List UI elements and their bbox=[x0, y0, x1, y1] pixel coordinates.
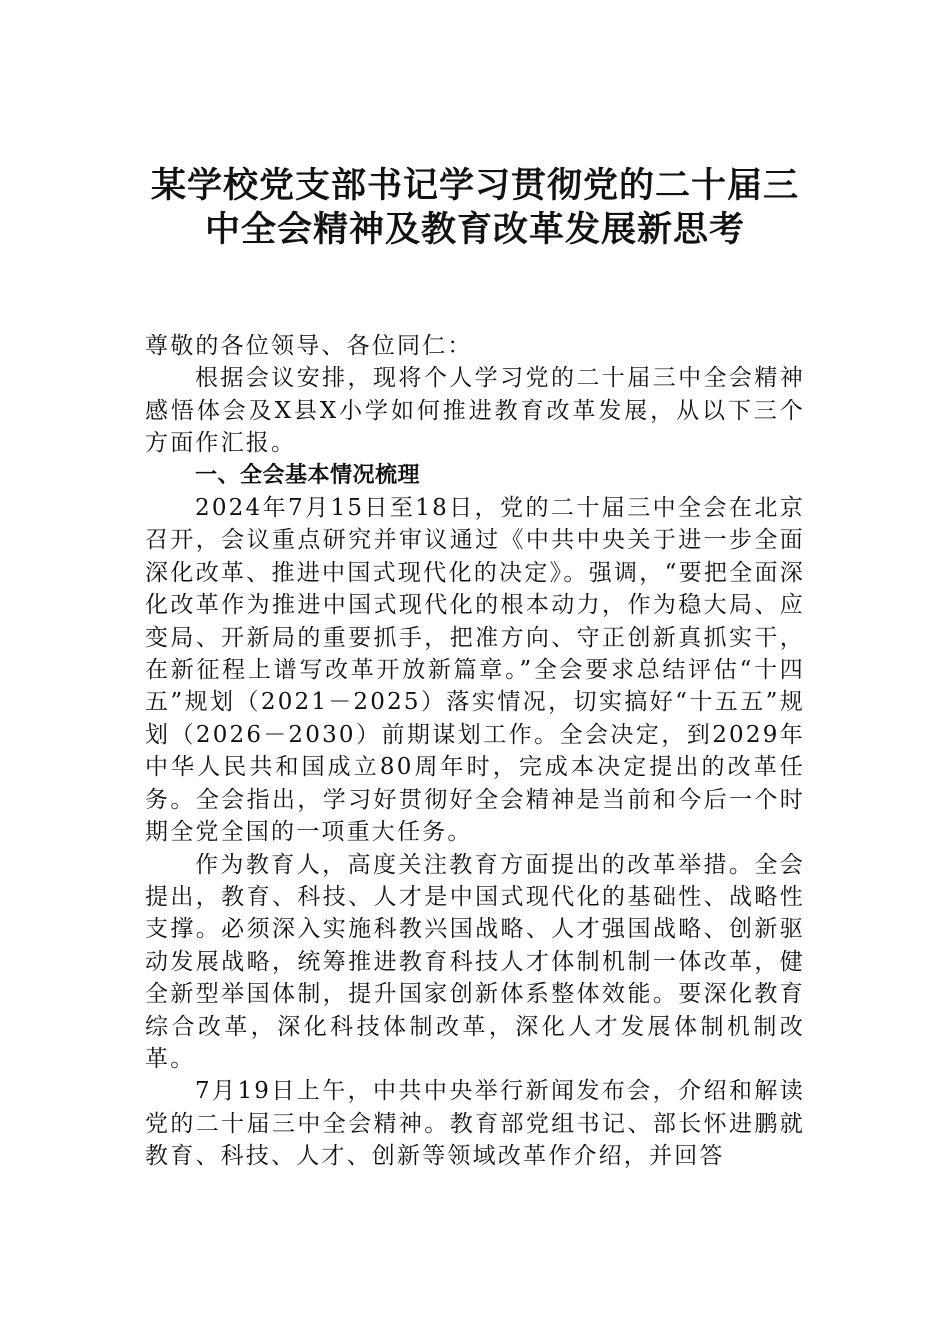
document-title-line-2: 中全会精神及教育改革发展新思考 bbox=[204, 209, 745, 250]
document-title-line-1: 某学校党支部书记学习贯彻党的二十届三 bbox=[150, 165, 799, 206]
paragraph-3: 7月19日上午，中共中央举行新闻发布会，介绍和解读党的二十届三中全会精神。教育部党组书记、部长怀进鹏就教育、科技、人才、创新等领域改革作介绍，并回答 bbox=[145, 1078, 805, 1170]
section-heading-1: 一、全会基本情况梳理 bbox=[195, 462, 421, 488]
paragraph-2: 作为教育人，高度关注教育方面提出的改革举措。全会提出，教育、科技、人才是中国式现代化的基础性、战略性支撑。必须深入实施科教兴国战略、人才强国战略、创新驱动发展战略，统筹推进教育科技人才体制机制一体改革，健全新型举国体制，提升国家创新体系整体效能。要深化教育综合改革，深化科技体制改革，深化人才发展体制机制改革。 bbox=[145, 851, 805, 1072]
document-body bbox=[145, 330, 805, 1173]
salutation: 尊敬的各位领导、各位同仁： bbox=[145, 333, 473, 359]
intro-paragraph: 根据会议安排，现将个人学习党的二十届三中全会精神感悟体会及X县X小学如何推进教育改革发展，从以下三个方面作汇报。 bbox=[145, 365, 805, 457]
paragraph-1: 2024年7月15日至18日，党的二十届三中全会在北京召开，会议重点研究并审议通过《中共中央关于进一步全面深化改革、推进中国式现代化的决定》。强调，“要把全面深化改革作为推进中国式现代化的根本动力，作为稳大局、应变局、开新局的重要抓手，把准方向、守正创新真抓实干，在新征程上谱写改革开放新篇章。”全会要求总结评估“十四五”规划（2021－2025）落实情况，切实搞好“十五五”规划（2026－2030）前期谋划工作。全会决定，到2029年中华人民共和国成立80周年时，完成本决定提出的改革任务。全会指出，学习好贯彻好全会精神是当前和今后一个时期全党全国的一项重大任务。 bbox=[145, 495, 805, 846]
